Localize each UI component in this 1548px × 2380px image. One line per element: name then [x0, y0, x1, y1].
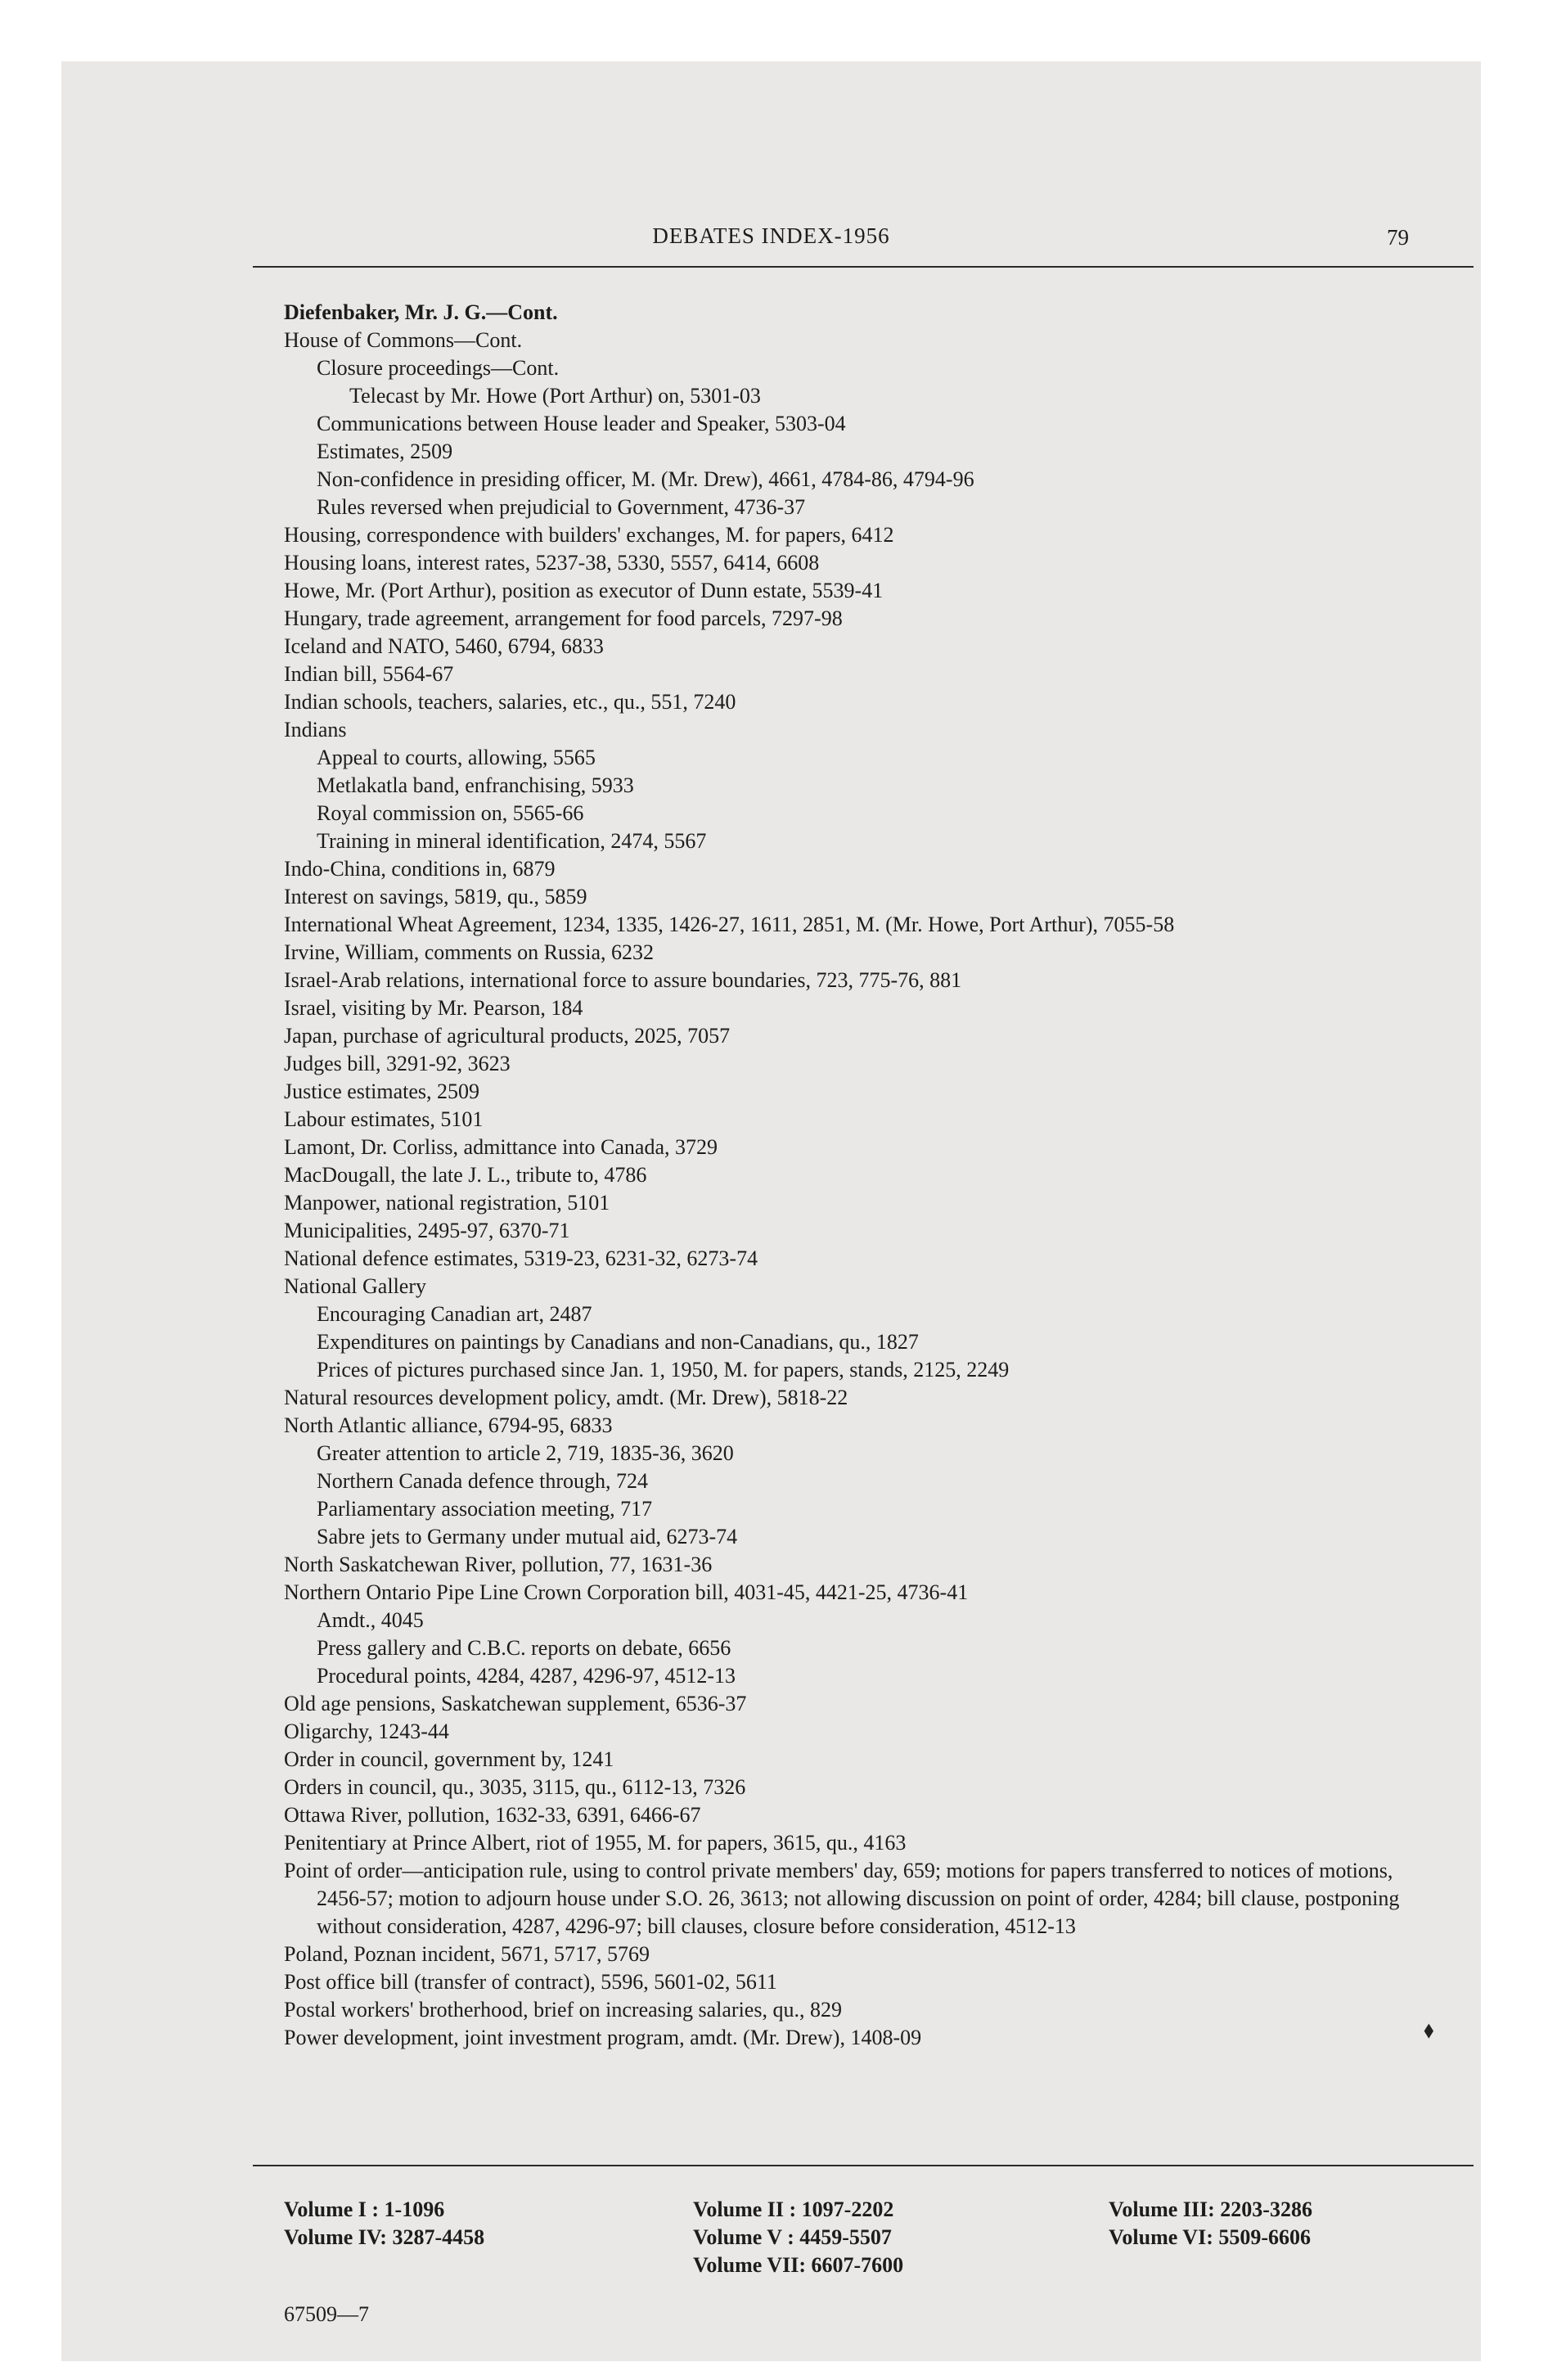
index-entry: National defence estimates, 5319-23, 6231-32, 6273-74 [284, 1246, 758, 1270]
index-entry: Hungary, trade agreement, arrangement for food parcels, 7297-98 [284, 606, 843, 630]
volume-range: Volume II : 1097-2202 [693, 2197, 894, 2221]
footer-code: 67509—7 [284, 2302, 369, 2326]
index-entry: Manpower, national registration, 5101 [284, 1191, 610, 1215]
index-entry: Northern Canada defence through, 724 [317, 1469, 649, 1493]
index-entry: Old age pensions, Saskatchewan supplement, 6536-37 [284, 1692, 747, 1715]
index-entry: Order in council, government by, 1241 [284, 1747, 614, 1771]
index-entry: Indo-China, conditions in, 6879 [284, 857, 556, 881]
volume-column-1 [284, 2196, 484, 2252]
index-entry: Amdt., 4045 [317, 1608, 424, 1632]
index-entry: Rules reversed when prejudicial to Government, 4736-37 [317, 495, 806, 519]
running-head: DEBATES INDEX-1956 [652, 223, 890, 248]
volume-column-2 [693, 2196, 903, 2279]
index-entry: Post office bill (transfer of contract), 5596, 5601-02, 5611 [284, 1970, 777, 1994]
index-page [61, 61, 1481, 2361]
index-entry: Training in mineral identification, 2474, 5567 [317, 829, 707, 853]
index-entry: Justice estimates, 2509 [284, 1080, 480, 1103]
index-entry: Point of order—anticipation rule, using to control private members' day, 659; motions for papers transferred to notices of motions, 2456-57; motion to adjourn house under S.O. 26, 3613; not allowing discussion on point of order, 4284; bill clause, postponing without consideration, 4287, 4296-97; bill clauses, closure before consideration, 4512-13 [284, 1859, 1400, 1938]
index-entry: Penitentiary at Prince Albert, riot of 1955, M. for papers, 3615, qu., 4163 [284, 1831, 907, 1855]
index-entry: Israel, visiting by Mr. Pearson, 184 [284, 996, 583, 1020]
index-entry: Indian schools, teachers, salaries, etc., qu., 551, 7240 [284, 690, 736, 714]
index-entry: Housing loans, interest rates, 5237-38, 5330, 5557, 6414, 6608 [284, 551, 820, 575]
footer-rule [253, 2165, 1474, 2166]
index-entry: Ottawa River, pollution, 1632-33, 6391, 6466-67 [284, 1803, 701, 1827]
index-entry: Sabre jets to Germany under mutual aid, 6273-74 [317, 1525, 738, 1548]
index-entry: Prices of pictures purchased since Jan. 1, 1950, M. for papers, stands, 2125, 2249 [317, 1358, 1010, 1382]
index-entry: Estimates, 2509 [317, 439, 453, 463]
index-entry: Northern Ontario Pipe Line Crown Corporation bill, 4031-45, 4421-25, 4736-41 [284, 1580, 969, 1604]
index-entry: Encouraging Canadian art, 2487 [317, 1302, 592, 1326]
index-entry: Closure proceedings—Cont. [317, 356, 560, 380]
index-entry: Lamont, Dr. Corliss, admittance into Canada, 3729 [284, 1135, 718, 1159]
index-entry: Procedural points, 4284, 4287, 4296-97, 4512-13 [317, 1664, 736, 1688]
index-entry: MacDougall, the late J. L., tribute to, 4786 [284, 1163, 647, 1187]
index-entry: Poland, Poznan incident, 5671, 5717, 5769 [284, 1942, 650, 1966]
index-entry: Expenditures on paintings by Canadians and non-Canadians, qu., 1827 [317, 1330, 919, 1354]
volume-range: Volume I : 1-1096 [284, 2197, 445, 2221]
index-entry: Indians [284, 718, 347, 741]
volume-range: Volume VII: 6607-7600 [693, 2253, 904, 2277]
index-entry: Labour estimates, 5101 [284, 1107, 484, 1131]
index-entry: Non-confidence in presiding officer, M. (Mr. Drew), 4661, 4784-86, 4794-96 [317, 467, 974, 491]
index-entry: Communications between House leader and Speaker, 5303-04 [317, 412, 846, 435]
index-entry: Appeal to courts, allowing, 5565 [317, 746, 596, 769]
index-entry: Japan, purchase of agricultural products, 2025, 7057 [284, 1024, 731, 1048]
index-entry: Natural resources development policy, amdt. (Mr. Drew), 5818-22 [284, 1386, 848, 1409]
index-entries [284, 299, 1429, 2052]
header-rule [253, 266, 1474, 268]
index-entry: Metlakatla band, enfranchising, 5933 [317, 773, 634, 797]
index-entry: Telecast by Mr. Howe (Port Arthur) on, 5301-03 [349, 384, 761, 408]
index-entry: Press gallery and C.B.C. reports on debate, 6656 [317, 1636, 731, 1660]
index-entry: Howe, Mr. (Port Arthur), position as executor of Dunn estate, 5539-41 [284, 579, 884, 602]
index-entry: Judges bill, 3291-92, 3623 [284, 1052, 511, 1075]
index-entry: Postal workers' brotherhood, brief on increasing salaries, qu., 829 [284, 1998, 842, 2022]
index-entry: Royal commission on, 5565-66 [317, 801, 584, 825]
index-entry: House of Commons—Cont. [284, 328, 523, 352]
index-entry: Indian bill, 5564-67 [284, 662, 454, 686]
index-entry: International Wheat Agreement, 1234, 1335, 1426-27, 1611, 2851, M. (Mr. Howe, Port Arthur), 7055-58 [284, 913, 1175, 936]
index-heading: Diefenbaker, Mr. J. G.—Cont. [284, 300, 558, 324]
index-entry: Irvine, William, comments on Russia, 6232 [284, 940, 654, 964]
index-entry: Iceland and NATO, 5460, 6794, 6833 [284, 634, 604, 658]
volume-range: Volume VI: 5509-6606 [1109, 2225, 1312, 2249]
index-entry: Greater attention to article 2, 719, 1835-36, 3620 [317, 1441, 734, 1465]
index-entry: Orders in council, qu., 3035, 3115, qu., 6112-13, 7326 [284, 1775, 746, 1799]
index-entry: Power development, joint investment program, amdt. (Mr. Drew), 1408-09 [284, 2026, 922, 2049]
bleed-mark: ⬧ [1424, 2017, 1434, 2043]
index-entry: Interest on savings, 5819, qu., 5859 [284, 885, 587, 908]
index-entry: Oligarchy, 1243-44 [284, 1720, 449, 1743]
index-entry: North Saskatchewan River, pollution, 77, 1631-36 [284, 1553, 713, 1576]
volume-range: Volume III: 2203-3286 [1109, 2197, 1312, 2221]
volume-range: Volume IV: 3287-4458 [284, 2225, 485, 2249]
index-entry: Municipalities, 2495-97, 6370-71 [284, 1219, 570, 1242]
page-number: 79 [1387, 225, 1409, 250]
volume-column-3 [1109, 2196, 1312, 2252]
volume-range: Volume V : 4459-5507 [693, 2225, 892, 2249]
index-entry: National Gallery [284, 1274, 426, 1298]
index-entry: Israel-Arab relations, international force to assure boundaries, 723, 775-76, 881 [284, 968, 962, 992]
index-entry: North Atlantic alliance, 6794-95, 6833 [284, 1413, 613, 1437]
index-entry: Parliamentary association meeting, 717 [317, 1497, 653, 1521]
index-entry: Housing, correspondence with builders' exchanges, M. for papers, 6412 [284, 523, 894, 547]
